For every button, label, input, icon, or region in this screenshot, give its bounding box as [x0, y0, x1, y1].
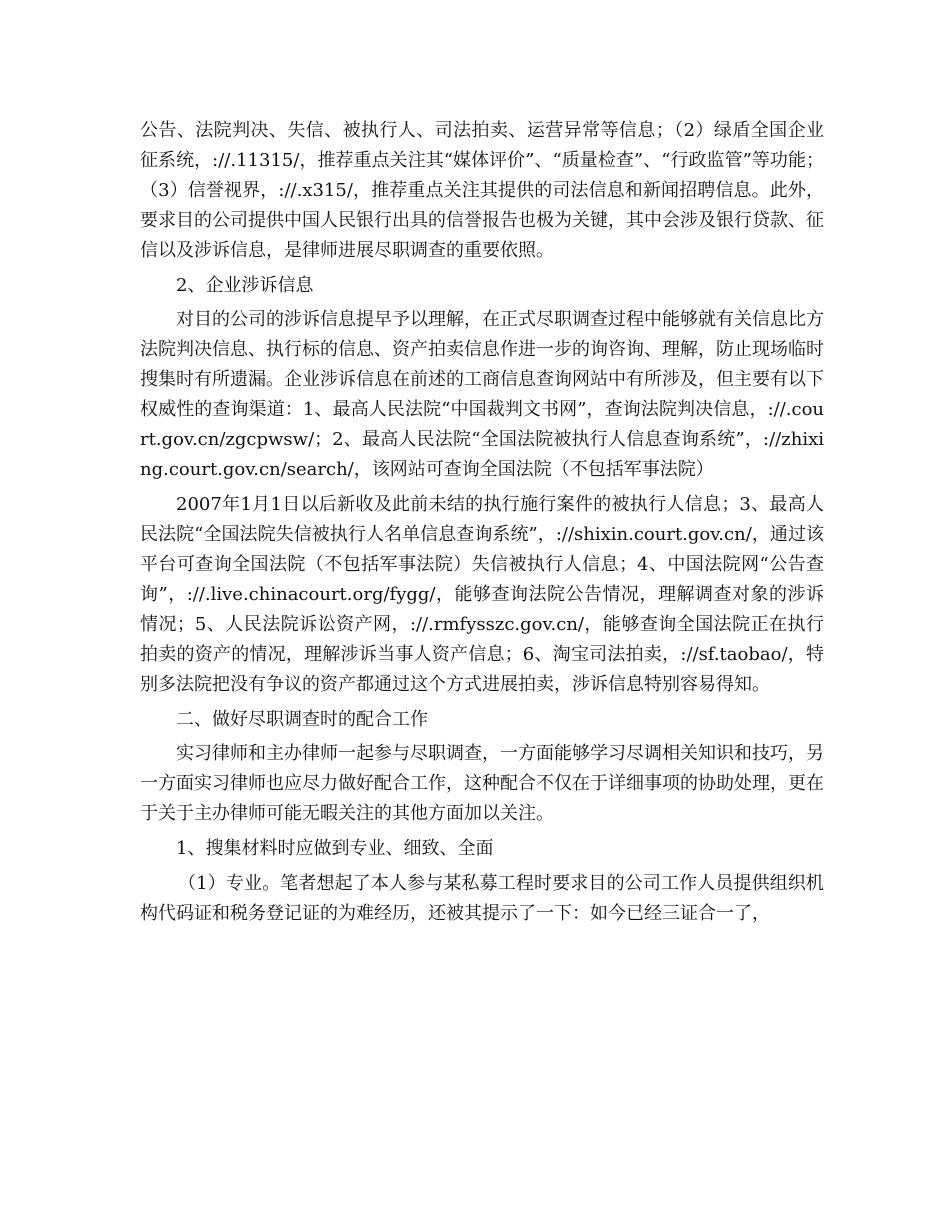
paragraph-professional: （1）专业。笔者想起了本人参与某私募工程时要求目的公司工作人员提供组织机构代码证和税务登记证的为难经历，还被其提示了一下：如今已经三证合一了，: [140, 872, 824, 924]
document-body: [140, 116, 824, 934]
section-heading-litigation-info: 2、企业涉诉信息: [176, 274, 314, 296]
paragraph-executed-persons: 2007年1月1日以后新收及此前未结的执行施行案件的被执行人信息；3、最高人民法院“全国法院失信被执行人名单信息查询系统”，://shixin.court.gov.cn/，通过该平台可查询全国法院（不包括军事法院）失信被执行人信息；4、中国法院网“公告查询”，://.live.chinacourt.org/fygg/，能够查询法院公告情况，理解调查对象的涉诉情况；5、人民法院诉讼资产网，://.rmfysszc.gov.cn/，能够查询全国法院正在执行拍卖的资产的情况，理解涉诉当事人资产信息；6、淘宝司法拍卖，://sf.taobao/，特别多法院把没有争议的资产都通过这个方式进展拍卖，涉诉信息特别容易得知。: [140, 494, 824, 696]
section-heading-material-collection: 1、搜集材料时应做到专业、细致、全面: [176, 838, 494, 860]
paragraph-litigation-channels: 对目的公司的涉诉信息提早予以理解，在正式尽职调查过程中能够就有关信息比方法院判决信息、执行标的信息、资产拍卖信息作进一步的询咨询、理解，防止现场临时搜集时有所遗漏。企业涉诉信息在前述的工商信息查询网站中有所涉及，但主要有以下权威性的查询渠道：1、最高人民法院“中国裁判文书网”，查询法院判决信息，://.court.gov.cn/zgcpwsw/；2、最高人民法院“全国法院被执行人信息查询系统”，://zhixing.court.gov.cn/search/，该网站可查询全国法院（不包括军事法院）: [140, 309, 824, 481]
paragraph-court-info-sources: 公告、法院判决、失信、被执行人、司法拍卖、运营异常等信息；（2）绿盾全国企业征系统，://.11315/，推荐重点关注其“媒体评价”、“质量检查”、“行政监管”等功能；（3）信誉视界，://.x315/，推荐重点关注其提供的司法信息和新闻招聘信息。此外，要求目的公司提供中国人民银行出具的信誉报告也极为关键，其中会涉及银行贷款、征信以及涉诉信息，是律师进展尽职调查的重要依照。: [140, 120, 824, 261]
section-heading-cooperation: 二、做好尽职调查时的配合工作: [176, 708, 428, 730]
paragraph-trainee-cooperation: 实习律师和主办律师一起参与尽职调查，一方面能够学习尽调相关知识和技巧，另一方面实习律师也应尽力做好配合工作，这种配合不仅在于详细事项的协助处理，更在于关于主办律师可能无暇关注的其他方面加以关注。: [140, 743, 824, 825]
